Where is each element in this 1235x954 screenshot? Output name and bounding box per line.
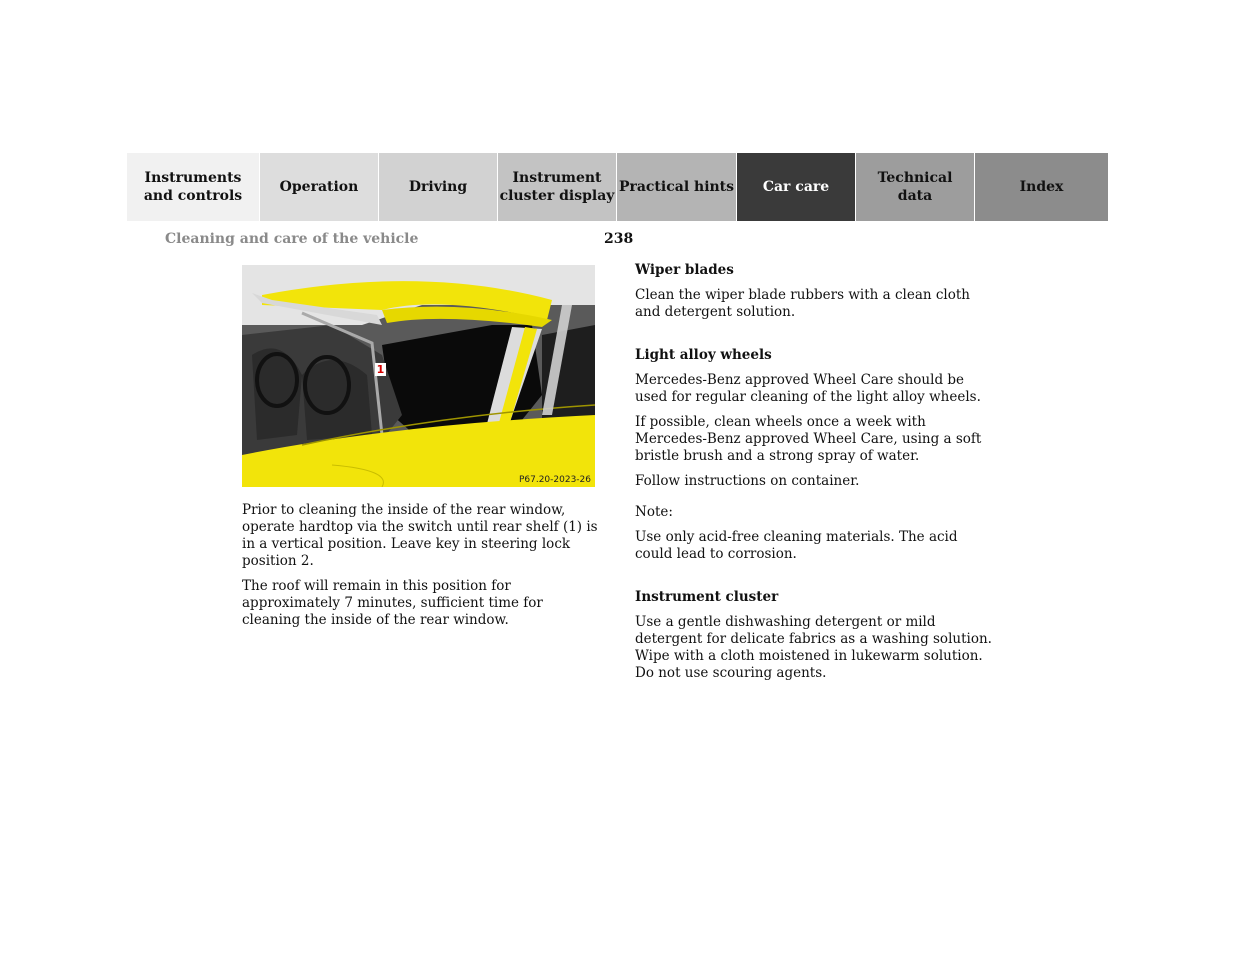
note-text: Use only acid-free cleaning materials. The acid could lead to corrosion.	[635, 529, 958, 562]
tab-driving[interactable]: Driving	[378, 153, 497, 221]
alloy-wheels-heading: Light alloy wheels	[635, 347, 772, 363]
tab-technical-data[interactable]: Technical data	[855, 153, 974, 221]
car-interior-drawing	[242, 265, 595, 487]
wiper-blades-heading: Wiper blades	[635, 262, 734, 278]
roof-duration-paragraph: The roof will remain in this position for approximately 7 minutes, sufficient time for cleaning the inside of the rear window.	[242, 578, 543, 628]
wiper-blades-text: Clean the wiper blade rubbers with a clean cloth and detergent solution.	[635, 287, 970, 320]
chapter-tabs	[127, 153, 1108, 221]
hardtop-illustration	[242, 265, 595, 487]
tab-car-care[interactable]: Car care	[736, 153, 855, 221]
left-column	[242, 502, 604, 637]
rear-window-paragraph: Prior to cleaning the inside of the rear window, operate hardtop via the switch until rear shelf (1) is in a vertical position. Leave key in steering lock position 2.	[242, 502, 598, 569]
tab-practical-hints[interactable]: Practical hints	[616, 153, 736, 221]
note-label: Note:	[635, 504, 673, 520]
tab-operation[interactable]: Operation	[259, 153, 378, 221]
instrument-cluster-heading: Instrument cluster	[635, 589, 779, 605]
callout-rear-shelf: 1	[376, 363, 385, 376]
tab-instruments-and-controls[interactable]: Instruments and controls	[127, 153, 259, 221]
figure-code: P67.20-2023-26	[518, 475, 591, 485]
alloy-wheels-text-2: If possible, clean wheels once a week with Mercedes-Benz approved Wheel Care, using a soft bristle brush and a strong spray of water.	[635, 414, 982, 464]
instrument-cluster-text: Use a gentle dishwashing detergent or mild detergent for delicate fabrics as a washing solution. Wipe with a cloth moistened in lukewarm solution. Do not use scouring agents.	[635, 614, 992, 681]
tab-instrument-cluster-display[interactable]: Instrument cluster display	[497, 153, 616, 221]
tab-index[interactable]: Index	[974, 153, 1108, 221]
alloy-wheels-text-1: Mercedes-Benz approved Wheel Care should be used for regular cleaning of the light alloy wheels.	[635, 372, 981, 405]
right-column	[635, 262, 995, 690]
alloy-wheels-text-3: Follow instructions on container.	[635, 473, 860, 489]
page-number: 238	[604, 231, 634, 247]
section-title: Cleaning and care of the vehicle	[165, 231, 419, 247]
